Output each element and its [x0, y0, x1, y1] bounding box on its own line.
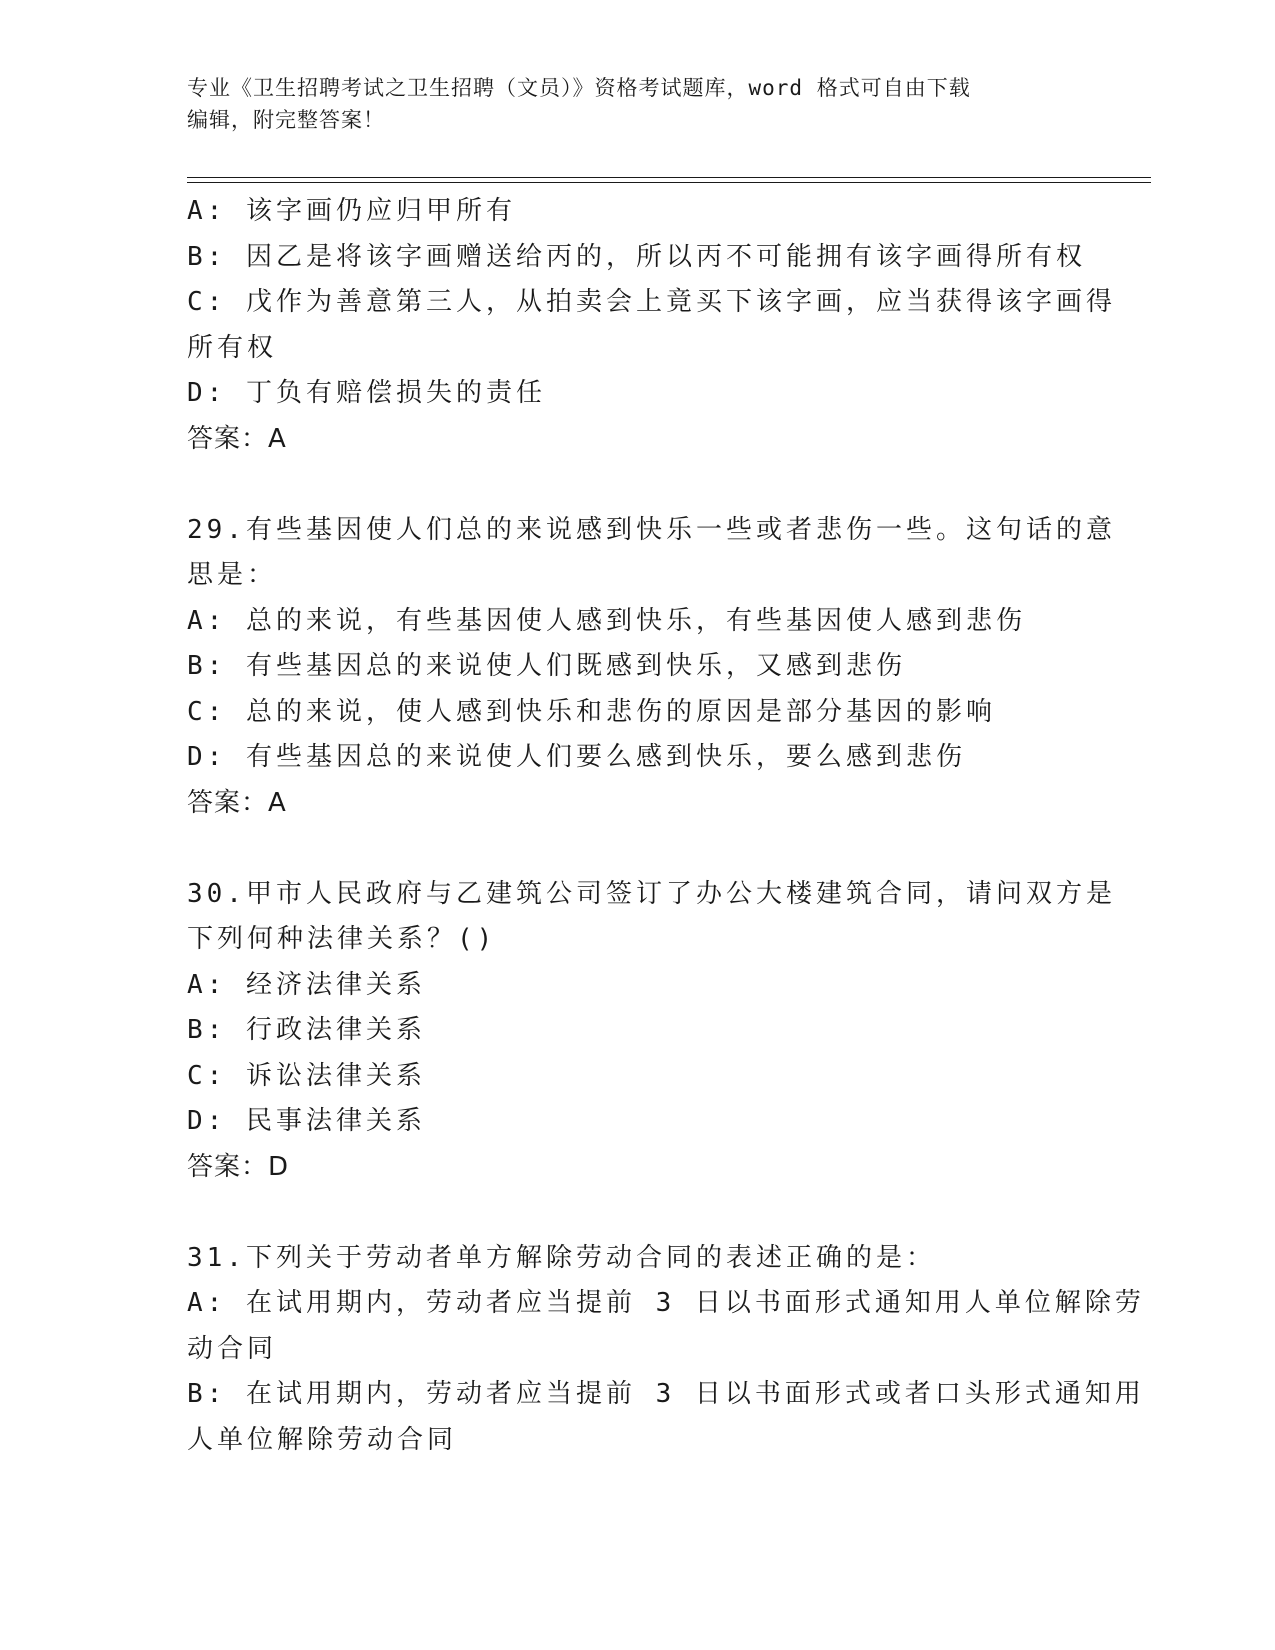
header-divider-bottom: [187, 182, 1151, 183]
option-a: A: 经济法律关系: [187, 969, 426, 1000]
header-line-1: 专业《卫生招聘考试之卫生招聘（文员）》资格考试题库，word 格式可自由下载: [187, 76, 971, 100]
option-c: C: 总的来说，使人感到快乐和悲伤的原因是部分基因的影响: [187, 696, 996, 727]
option-b: B: 有些基因总的来说使人们既感到快乐，又感到悲伤: [187, 651, 906, 681]
option-b: B: 因乙是将该字画赠送给丙的，所以丙不可能拥有该字画得所有权: [187, 241, 1086, 272]
option-b-continued: 人单位解除劳动合同: [187, 1424, 458, 1455]
question-29: [187, 508, 1116, 827]
question-30: [187, 872, 1116, 1191]
question-text: 31.下列关于劳动者单方解除劳动合同的表述正确的是：: [187, 1242, 936, 1273]
question-text-continued: 思是：: [187, 560, 278, 590]
question-list: [187, 189, 1145, 1463]
option-c: C: 戊作为善意第三人，从拍卖会上竟买下该字画，应当获得该字画得: [187, 287, 1116, 317]
option-a: A: 总的来说，有些基因使人感到快乐，有些基因使人感到悲伤: [187, 605, 1026, 636]
option-d: D: 丁负有赔偿损失的责任: [187, 378, 546, 408]
option-a: A: 在试用期内，劳动者应当提前 3 日以书面形式通知用人单位解除劳: [187, 1288, 1145, 1318]
answer: 答案：D: [187, 1151, 290, 1182]
option-d: D: 有些基因总的来说使人们要么感到快乐，要么感到悲伤: [187, 742, 966, 772]
option-b: B: 在试用期内，劳动者应当提前 3 日以书面形式或者口头形式通知用: [187, 1379, 1145, 1409]
option-a-continued: 动合同: [187, 1333, 278, 1364]
option-d: D: 民事法律关系: [187, 1106, 426, 1136]
question-31: [187, 1236, 1145, 1464]
answer: 答案：A: [187, 787, 287, 818]
question-28: [187, 189, 1116, 462]
option-c: C: 诉讼法律关系: [187, 1060, 426, 1091]
option-c-continued: 所有权: [187, 332, 278, 363]
document-header: [187, 72, 1067, 136]
answer: 答案：A: [187, 423, 287, 454]
option-a: A: 该字画仍应归甲所有: [187, 196, 516, 226]
question-text: 29.有些基因使人们总的来说感到快乐一些或者悲伤一些。这句话的意: [187, 514, 1116, 545]
question-text: 30.甲市人民政府与乙建筑公司签订了办公大楼建筑合同，请问双方是: [187, 878, 1116, 909]
header-line-2: 编辑，附完整答案！: [187, 108, 385, 132]
option-b: B: 行政法律关系: [187, 1015, 426, 1045]
question-text-continued: 下列何种法律关系？(): [187, 924, 497, 954]
header-divider-top: [187, 177, 1151, 178]
